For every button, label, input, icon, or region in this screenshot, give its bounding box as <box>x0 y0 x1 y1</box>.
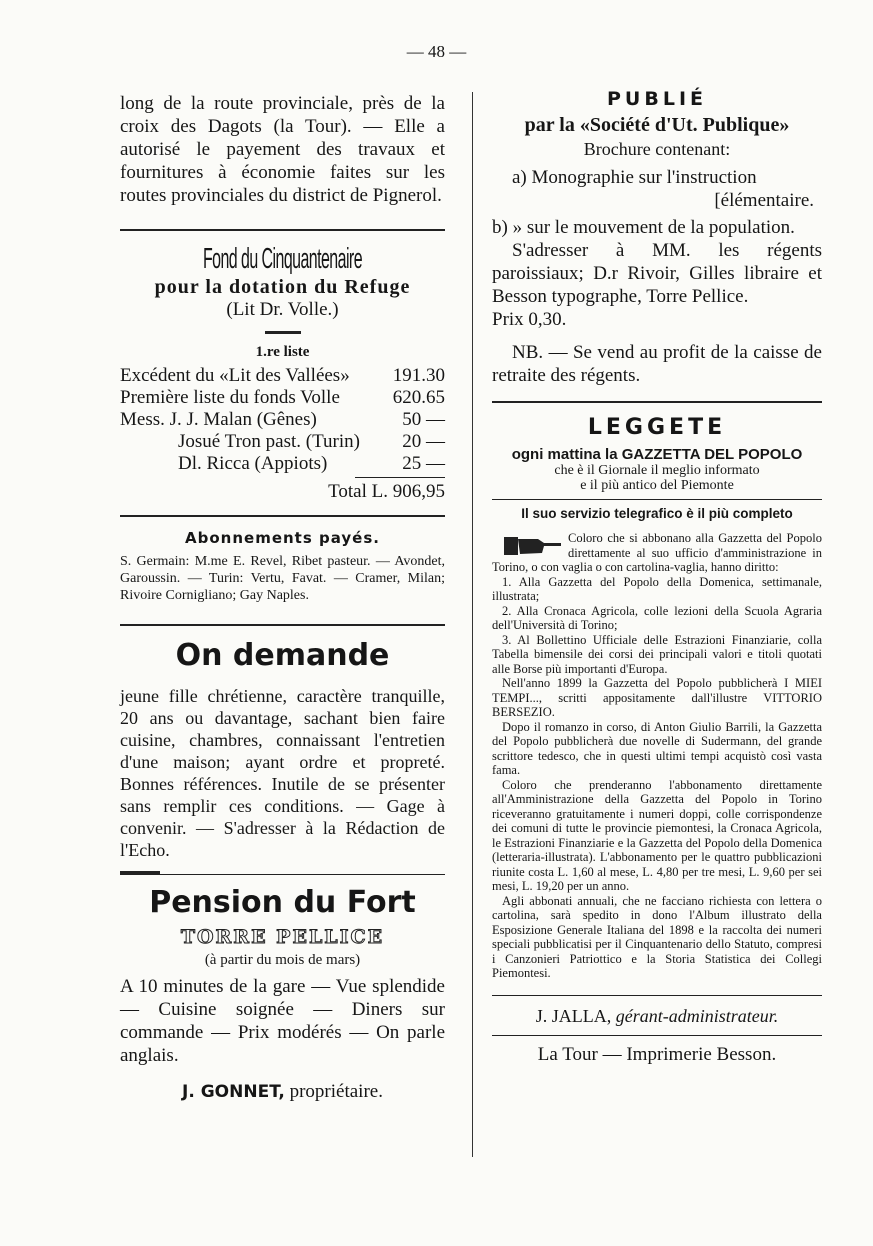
gazzetta-item: 1. Alla Gazzetta del Popolo della Domenica, settimanale, illustrata; <box>492 574 822 603</box>
divider <box>492 401 822 403</box>
abonnements-title: Abonnements payés. <box>185 529 380 547</box>
gazzetta-p1: Nell'anno 1899 la Gazzetta del Popolo pubblicherà I MIEI TEMPI..., scritti appositamente dall'illustre VITTORIO BERSEZIO. <box>492 676 822 719</box>
donation-list <box>120 365 445 503</box>
gazzetta-ad <box>492 531 822 981</box>
pointing-hand-icon <box>504 535 562 557</box>
item-a: a) Monographie sur l'instruction <box>512 167 757 188</box>
gerant-role: gérant-administrateur. <box>615 1005 779 1026</box>
short-rule <box>265 331 301 334</box>
publie-by: par la «Société d'Ut. Publique» <box>524 114 790 136</box>
leggete-line4: Il suo servizio telegrafico è il più completo <box>521 506 793 521</box>
column-divider <box>472 92 473 1157</box>
list-item: Première liste du fonds Volle 620.65 <box>120 387 445 408</box>
total-row: Total L. 906,95 <box>328 481 445 502</box>
pension-since: (à partir du mois de mars) <box>204 952 361 968</box>
demande-title: On demande <box>175 638 390 673</box>
pension-text: A 10 minutes de la gare — Vue splendide — Cuisine soignée — Diners sur commande — Prix modérés — On parle anglais. <box>120 976 445 1066</box>
gazzetta-p2: Dopo il romanzo in corso, di Anton Giulio Barrili, la Gazzetta del Popolo pubblicherà due novelle di Sudermann, del grande scrittore tedesco, che in questi ultimi tempi acquistò così vasta fama. <box>492 719 822 777</box>
owner-role: propriétaire. <box>289 1081 383 1102</box>
gazzetta-p4: Agli abbonati annuali, che ne facciano richiesta con lettera o cartolina, sarà spedito in dono l'Album illustrato della Esposizione Generale Italiana del 1898 e la raccolta dei numeri speciali pubblicatisi per il Cinquantenario dello Statuto, compresi i Canzonieri Patriottico e la Storia Statistica dei Collegi Piemontesi. <box>492 893 822 980</box>
intro-paragraph: long de la route provinciale, près de la croix des Dagots (la Tour). — Elle a autorisé le payement des travaux et fournitures à économie faites sur les routes provinciales du district de Pignerol. <box>120 93 445 206</box>
item-b: b) » sur le mouvement de la population. <box>492 217 795 238</box>
gerant-line <box>492 1006 822 1027</box>
publie-price: Prix 0,30. <box>492 309 567 330</box>
leggete-line1: ogni mattina la GAZZETTA DEL POPOLO <box>511 446 803 463</box>
pension-title: Pension du Fort <box>149 885 416 920</box>
abonnements-text: S. Germain: M.me E. Revel, Ribet pasteur. — Avondet, Garoussin. — Turin: Vertu, Favat. — Cramer, Milan; Rivoire Cornigliano; Gay Naples. <box>120 554 445 603</box>
publie-title: PUBLIÉ <box>607 88 707 110</box>
divider <box>492 499 822 500</box>
divider <box>492 995 822 996</box>
pension-town: TORRE PELLICE <box>180 926 385 948</box>
fond-subtitle: pour la dotation du Refuge <box>154 276 411 298</box>
list-item: Josué Tron past. (Turin) 20 — <box>178 431 445 452</box>
divider <box>120 874 445 875</box>
gazzetta-intro: Coloro che si abbonano alla Gazzetta del Popolo direttamente al suo ufficio d'amministrazione in Torino, o con vaglia o con cartolina-vaglia, hanno diritto: <box>492 531 822 574</box>
left-column <box>120 92 445 1103</box>
page-number: — 48 — <box>406 42 467 61</box>
brochure-label: Brochure contenant: <box>583 139 731 159</box>
fond-title: Fond du Cinquantenaire <box>202 243 363 275</box>
gazzetta-item: 3. Al Bollettino Ufficiale delle Estrazioni Finanziarie, colla Tabella bimensile dei corsi dei principali valori e titoli quotati alle Borse più importanti d'Europa. <box>492 632 822 676</box>
right-column <box>492 88 822 1066</box>
printer-line: La Tour — Imprimerie Besson. <box>537 1043 777 1065</box>
publie-contact: S'adresser à MM. les régents paroissiaux; D.r Rivoir, Gilles libraire et Besson typographe, Torre Pellice. <box>492 240 822 307</box>
item-a-cont: [élémentaire. <box>714 190 814 211</box>
list-title: 1.re liste <box>255 344 310 360</box>
gazzetta-p3: Coloro che prenderanno l'abbonamento direttamente all'Amministrazione della Gazzetta del Popolo in Torino riceveranno gratuitamente i numeri doppi, colle corrispondenze dei comuni di tutte le provincie piemontesi, la Cronaca Agricola, le Estrazioni Finanziarie e la Gazzetta del Popolo della Domenica (letteraria-illustrata). L'abbonamento per le quattro pubblicazioni riunite costa L. 1,60 al mese, L. 4,80 per tre mesi, L. 9,60 per sei mesi, L. 19,20 per un anno. <box>492 777 822 893</box>
fond-note: (Lit Dr. Volle.) <box>226 299 339 320</box>
list-item: Dl. Ricca (Appiots) 25 — <box>178 453 445 474</box>
sum-rule <box>355 477 445 478</box>
leggete-line3: e il più antico del Piemonte <box>580 478 734 493</box>
gazzetta-item: 2. Alla Cronaca Agricola, colle lezioni della Scuola Agraria dell'Università di Torino; <box>492 603 822 632</box>
owner-name: J. GONNET, <box>182 1082 285 1102</box>
divider <box>120 229 445 231</box>
pension-owner <box>120 1081 445 1103</box>
gerant-name: J. JALLA, <box>535 1005 612 1026</box>
divider <box>120 624 445 626</box>
demande-text: jeune fille chrétienne, caractère tranquille, 20 ans ou davantage, sachant bien faire cuisine, chambres, connaissant l'entretien d'une maison; ayant ordre et propreté. Bonnes références. Inutile de se présenter sans remplir ces conditions. — Gage à convenir. — S'adresser à la Rédaction de l'Echo. <box>120 686 445 860</box>
divider <box>492 1035 822 1036</box>
publie-nb: NB. — Se vend au profit de la caisse de retraite des régents. <box>492 342 822 386</box>
leggete-title: LEGGETE <box>587 415 727 440</box>
divider <box>120 515 445 517</box>
list-item: Mess. J. J. Malan (Gênes) 50 — <box>120 409 445 430</box>
list-item: Excédent du «Lit des Vallées» 191.30 <box>120 365 445 386</box>
leggete-line2: che è il Giornale il meglio informato <box>554 463 760 478</box>
